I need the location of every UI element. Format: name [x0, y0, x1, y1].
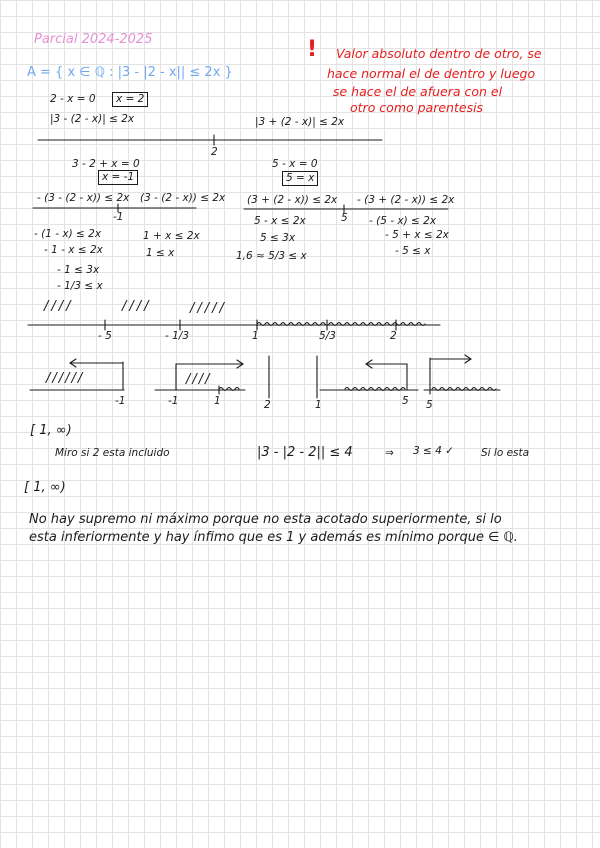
set-definition: A = { x ∈ ℚ : |3 - |2 - x|| ≤ 2x } [27, 65, 233, 80]
hatch-mark-1: //// [44, 299, 74, 314]
check-note: Si lo esta [481, 447, 530, 459]
left-branch-right-step-1: 1 + x ≤ 2x [143, 230, 200, 242]
left-branch-step-2: - 1 - x ≤ 2x [44, 244, 103, 256]
tick-label-minus-third: - 1/3 [165, 330, 190, 342]
left-branch-step-1: - (1 - x) ≤ 2x [34, 228, 102, 240]
sub-hatch-a: ////// [46, 371, 85, 386]
implies-arrow: ⇒ [385, 447, 394, 459]
note-line-2: hace normal el de dentro y luego [327, 66, 536, 81]
interval-first: [ 1, ∞) [30, 423, 72, 438]
right-branch-step-2: 5 ≤ 3x [260, 232, 296, 244]
right-branch-right-step-1: - (5 - x) ≤ 2x [369, 215, 437, 227]
right-branch-equation: 5 - x = 0 [272, 158, 318, 170]
sub-label-2: -1 [168, 395, 179, 407]
sub-label-1: -1 [115, 395, 126, 407]
hatch-mark-2: //// [122, 299, 152, 314]
conclusion-line-2: esta inferiormente y hay ínfimo que es 1 y además es mínimo porque ∈ ℚ. [29, 530, 518, 545]
note-line-4: otro como parentesis [350, 100, 484, 115]
tick-label-1: 1 [252, 330, 259, 342]
left-branch-left-head: - (3 - (2 - x)) ≤ 2x [37, 192, 130, 204]
step1-equation: 2 - x = 0 [50, 93, 96, 105]
hatch-mark-3: ///// [190, 301, 227, 316]
sub-label-6: 5 [402, 395, 409, 407]
right-branch-step-3: 1,6 ≈ 5/3 ≤ x [236, 250, 307, 262]
left-branch-right-step-2: 1 ≤ x [146, 247, 175, 259]
right-branch-right-head: - (3 + (2 - x)) ≤ 2x [357, 194, 455, 206]
step1-solution: x = 2 [112, 92, 148, 107]
right-branch-right-step-3: - 5 ≤ x [395, 245, 431, 257]
step1-left-inequality: |3 - (2 - x)| ≤ 2x [50, 113, 135, 125]
check-result: 3 ≤ 4 ✓ [413, 445, 454, 457]
left-branch-solution: x = -1 [98, 170, 138, 185]
right-branch-step-1: 5 - x ≤ 2x [254, 215, 306, 227]
tick-label-minus-5: - 5 [98, 330, 112, 342]
left-branch-step-3: - 1 ≤ 3x [57, 264, 100, 276]
alert-mark: ! [307, 37, 318, 62]
right-branch-right-step-2: - 5 + x ≤ 2x [385, 229, 449, 241]
note-line-3: se hace el de afuera con el [333, 84, 503, 99]
conclusion-line-1: No hay supremo ni máximo porque no esta acotado superiormente, si lo [29, 512, 502, 527]
left-branch-equation: 3 - 2 + x = 0 [72, 158, 140, 170]
left-branch-step-4: - 1/3 ≤ x [57, 280, 103, 292]
sub-label-5: 1 [315, 399, 322, 411]
right-branch-split-label: 5 [341, 212, 348, 224]
tick-label-2: 2 [390, 330, 397, 342]
check-text: Miro si 2 esta incluido [55, 447, 170, 459]
left-branch-split-label: -1 [113, 211, 124, 223]
check-expression: |3 - |2 - 2|| ≤ 4 [257, 445, 353, 460]
page-title: Parcial 2024-2025 [34, 32, 153, 47]
sub-label-7: 5 [426, 399, 433, 411]
interval-final: [ 1, ∞) [24, 480, 66, 495]
tick-label-5-thirds: 5/3 [319, 330, 336, 342]
sub-label-4: 2 [264, 399, 271, 411]
sub-label-3: 1 [214, 395, 221, 407]
note-line-1: Valor absoluto dentro de otro, se [336, 46, 542, 61]
right-branch-solution: 5 = x [282, 171, 318, 186]
sub-hatch-b: //// [186, 372, 212, 387]
left-branch-right-head: (3 - (2 - x)) ≤ 2x [140, 192, 226, 204]
right-branch-left-head: (3 + (2 - x)) ≤ 2x [247, 194, 338, 206]
step1-split-label: 2 [211, 146, 218, 158]
step1-right-inequality: |3 + (2 - x)| ≤ 2x [255, 116, 345, 128]
